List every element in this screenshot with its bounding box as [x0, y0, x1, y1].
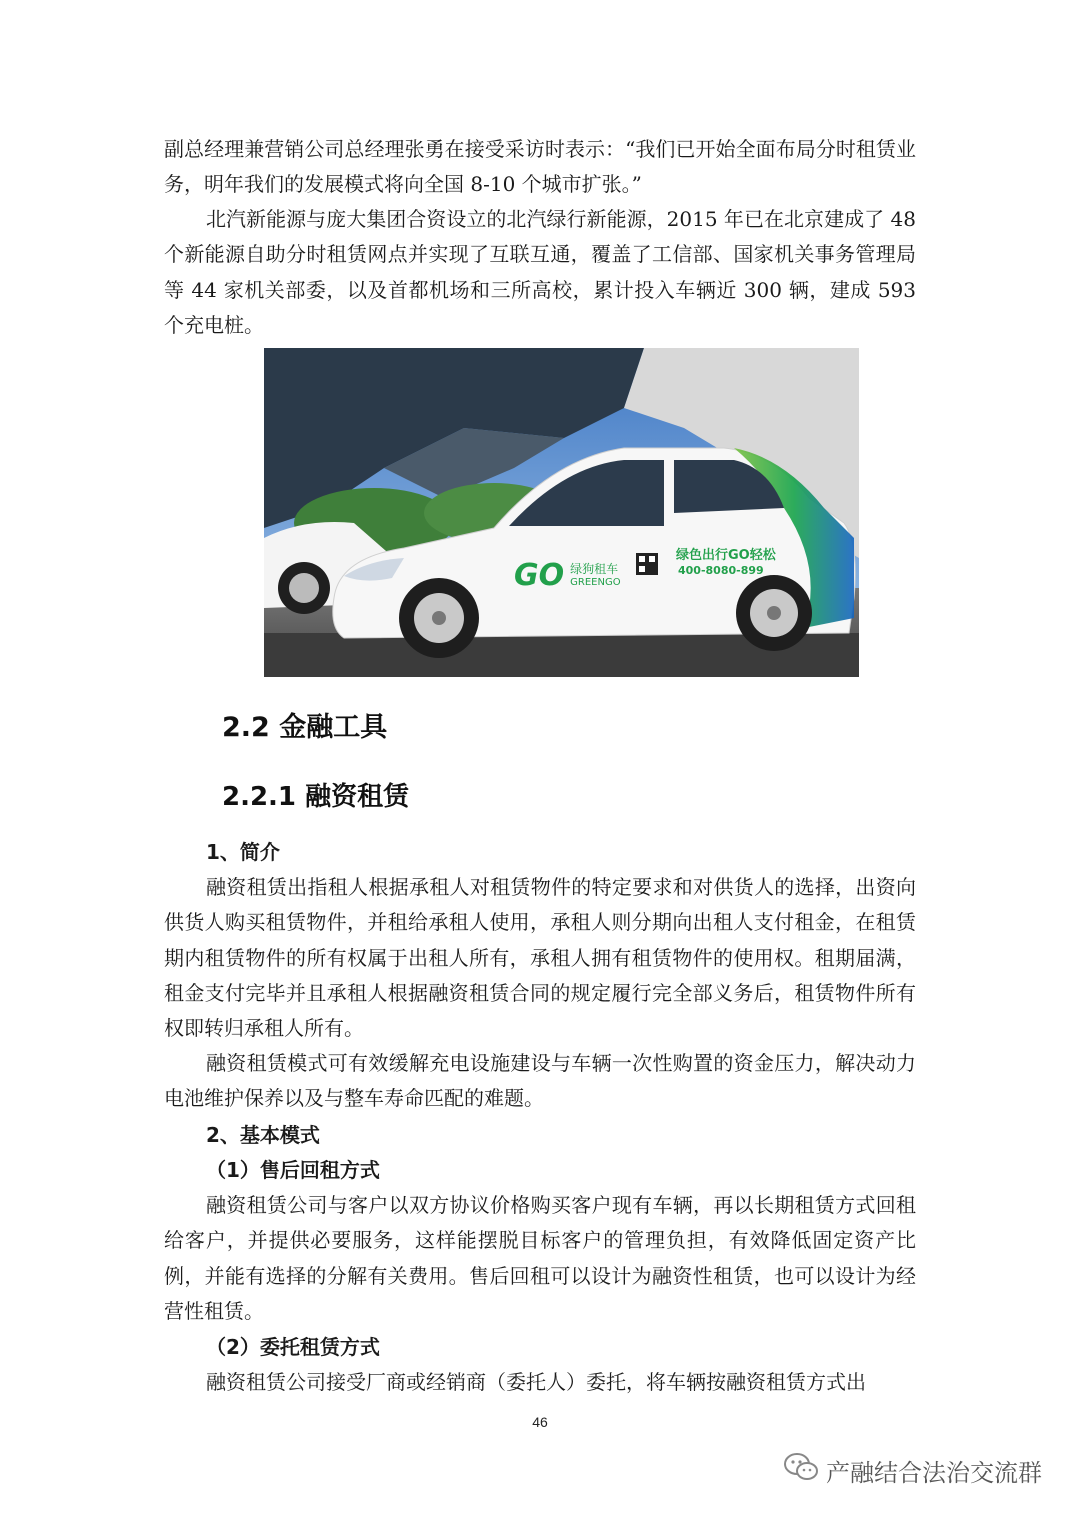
paragraph-quote: 副总经理兼营销公司总经理张勇在接受采访时表示：“我们已开始全面布局分时租赁业务，明年我们的发展模式将向全国 8-10 个城市扩张。” [164, 137, 916, 197]
brand-cn-text: 绿狗租车 [570, 561, 619, 576]
watermark-text: 产融结合法治交流群 [826, 1458, 1042, 1487]
intro-heading: 1、简介 [206, 840, 280, 864]
phone-text: 400-8080-899 [678, 564, 764, 577]
basic-mode-heading: 2、基本模式 [206, 1123, 320, 1147]
paragraph-benefit: 融资租赁模式可有效缓解充电设施建设与车辆一次性购置的资金压力，解决动力电池维护保养以及与整车寿命匹配的难题。 [164, 1051, 916, 1111]
mode2-heading: （2）委托租赁方式 [206, 1335, 380, 1359]
greengo-logo [514, 558, 621, 593]
paragraph-entrusted: 融资租赁公司接受厂商或经销商（委托人）委托，将车辆按融资租赁方式出 [206, 1370, 866, 1394]
wechat-icon [784, 1452, 818, 1488]
subsection-heading: 2.2.1 融资租赁 [222, 782, 410, 812]
page-number: 46 [532, 1414, 548, 1430]
mode1-heading: （1）售后回租方式 [206, 1158, 380, 1182]
paragraph-bjev-greengo: 北汽新能源与庞大集团合资设立的北汽绿行新能源，2015 年已在北京建成了 48 个新能源自助分时租赁网点并实现了互联互通，覆盖了工信部、国家机关事务管理局等 44 家机关部委，以及首都机场和三所高校，累计投入车辆近 300 辆，建成 593 个充电桩。 [164, 207, 916, 337]
slogan-text: 绿色出行GO轻松 [676, 548, 776, 563]
go-logo-text: GO [514, 558, 565, 593]
watermark [784, 1452, 1042, 1488]
car-photo [264, 348, 859, 677]
paragraph-definition: 融资租赁出指租人根据承租人对租赁物件的特定要求和对供货人的选择，出资向供货人购买租赁物件，并租给承租人使用，承租人则分期向出租人支付租金，在租赁期内租赁物件的所有权属于出租人所有，承租人拥有租赁物件的使用权。租期届满，租金支付完毕并且承租人根据融资租赁合同的规定履行完全部义务后，租赁物件所有权即转归承租人所有。 [164, 875, 916, 1041]
paragraph-leaseback: 融资租赁公司与客户以双方协议价格购买客户现有车辆，再以长期租赁方式回租给客户，并提供必要服务，这样能摆脱目标客户的管理负担，有效降低固定资产比例，并能有选择的分解有关费用。售后回租可以设计为融资性租赁，也可以设计为经营性租赁。 [164, 1193, 916, 1323]
brand-en-text: GREENGO [570, 576, 621, 588]
section-heading: 2.2 金融工具 [222, 712, 388, 743]
